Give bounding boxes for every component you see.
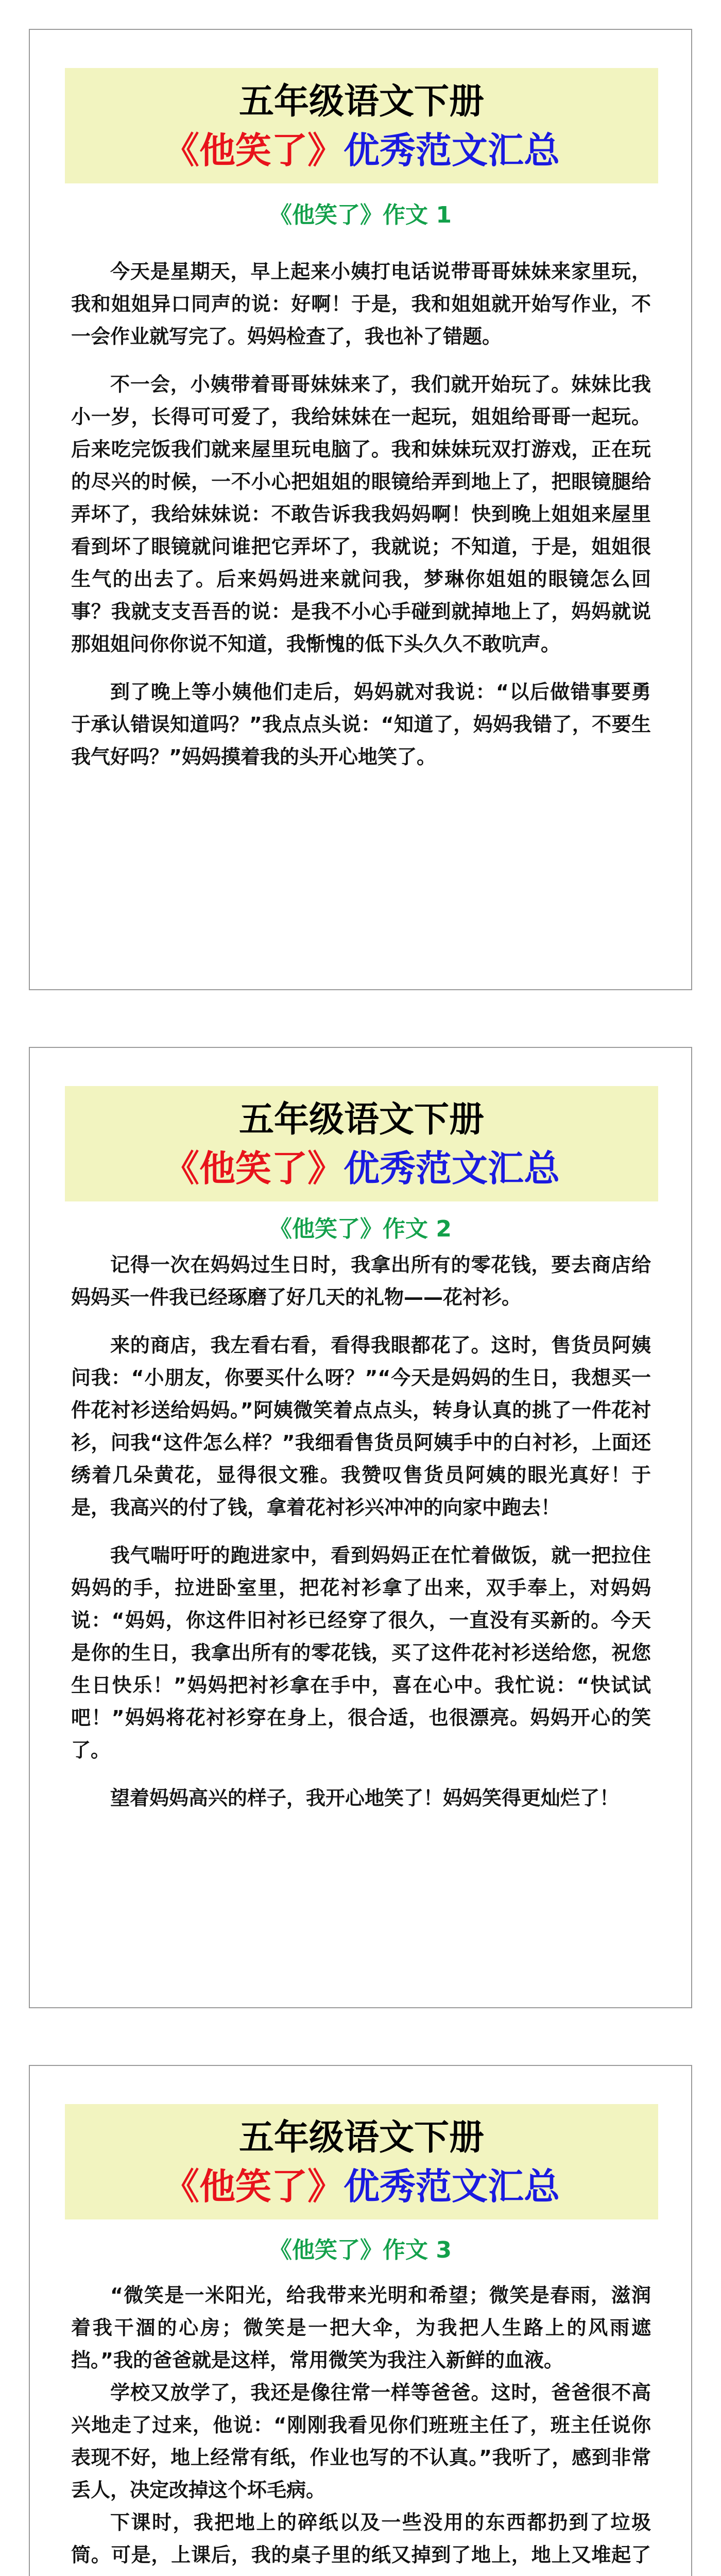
- essay-page-3: [29, 2065, 692, 2576]
- title-banner: [65, 2104, 658, 2219]
- collection-label: 优秀范文汇总: [344, 129, 560, 172]
- essay-name: 《他笑了》: [163, 129, 344, 172]
- title-banner: [65, 68, 658, 183]
- essay-page-1: [29, 29, 692, 990]
- paragraph: 我气喘吁吁的跑进家中，看到妈妈正在忙着做饭，就一把拉住妈妈的手，拉进卧室里，把花衬衫拿了出来，双手奉上，对妈妈说：“妈妈，你这件旧衬衫已经穿了很久，一直没有买新的。今天是你的生日，我拿出所有的零花钱，买了这件花衬衫送给您，祝您生日快乐！”妈妈把衬衫拿在手中，喜在心中。我忙说：“快试试吧！”妈妈将花衬衫穿在身上，很合适，也很漂亮。妈妈开心的笑了。: [71, 1544, 651, 1761]
- paragraph: 今天是星期天，早上起来小姨打电话说带哥哥妹妹来家里玩，我和姐姐异口同声的说：好啊！于是，我和姐姐就开始写作业，不一会作业就写完了。妈妈检查了，我也补了错题。: [71, 260, 651, 348]
- essay-page-2: [29, 1047, 692, 2008]
- essay-body: [71, 256, 651, 789]
- essay-name: 《他笑了》: [163, 1147, 344, 1190]
- paragraph: 到了晚上等小姨他们走后，妈妈就对我说：“以后做错事要勇于承认错误知道吗？”我点点头说：“知道了，妈妈我错了，不要生我气好吗？”妈妈摸着我的头开心地笑了。: [71, 681, 651, 768]
- grade-title: 五年级语文下册: [238, 81, 484, 122]
- collection-label: 优秀范文汇总: [344, 1147, 560, 1190]
- paragraph: 记得一次在妈妈过生日时，我拿出所有的零花钱，要去商店给妈妈买一件我已经琢磨了好几天的礼物——花衬衫。: [71, 1253, 651, 1309]
- grade-title: 五年级语文下册: [238, 2117, 484, 2158]
- essay-heading: 《他笑了》作文 1: [269, 202, 452, 228]
- paragraph: 望着妈妈高兴的样子，我开心地笑了！妈妈笑得更灿烂了！: [110, 1787, 620, 1809]
- essay-heading: 《他笑了》作文 3: [269, 2237, 452, 2263]
- paragraph: 下课时，我把地上的碎纸以及一些没用的东西都扔到了垃圾筒。可是，上课后，我的桌子里的纸又掉到了地上，地上又堆起了: [71, 2511, 651, 2566]
- collection-label: 优秀范文汇总: [344, 2165, 560, 2208]
- collection-title: [65, 1144, 658, 1193]
- paragraph: 学校又放学了，我还是像往常一样等爸爸。这时，爸爸很不高兴地走了过来，他说：“刚刚我看见你们班班主任了，班主任说你表现不好，地上经常有纸，作业也写的不认真。”我听了，感到非常丢人，决定改掉这个坏毛病。: [71, 2381, 651, 2501]
- essay-body: [71, 1249, 651, 1830]
- collection-title: [65, 126, 658, 175]
- essay-name: 《他笑了》: [163, 2165, 344, 2208]
- grade-title: 五年级语文下册: [238, 1099, 484, 1140]
- paragraph: 不一会，小姨带着哥哥妹妹来了，我们就开始玩了。妹妹比我小一岁，长得可可爱了，我给妹妹在一起玩，姐姐给哥哥一起玩。后来吃完饭我们就来屋里玩电脑了。我和妹妹玩双打游戏，正在玩的尽兴的时候，一不小心把姐姐的眼镜给弄到地上了，把眼镜腿给弄坏了，我给妹妹说：不敢告诉我我妈妈啊！快到晚上姐姐来屋里看到坏了眼镜就问谁把它弄坏了，我就说；不知道，于是，姐姐很生气的出去了。后来妈妈进来就问我，梦琳你姐姐的眼镜怎么回事？我就支支吾吾的说：是我不小心手碰到就掉地上了，妈妈就说那姐姐问你你说不知道，我惭愧的低下头久久不敢吭声。: [71, 373, 651, 655]
- collection-title: [65, 2162, 658, 2211]
- paragraph: “微笑是一米阳光，给我带来光明和希望；微笑是春雨，滋润着我干涸的心房；微笑是一把大伞，为我把人生路上的风雨遮挡。”我的爸爸就是这样，常用微笑为我注入新鲜的血液。: [71, 2284, 651, 2371]
- paragraph: 来的商店，我左看右看，看得我眼都花了。这时，售货员阿姨问我：“小朋友，你要买什么呀？”“今天是妈妈的生日，我想买一件花衬衫送给妈妈。”阿姨微笑着点点头，转身认真的挑了一件花衬衫，问我“这件怎么样？”我细看售货员阿姨手中的白衬衫，上面还绣着几朵黄花，显得很文雅。我赞叹售货员阿姨的眼光真好！于是，我高兴的付了钱，拿着花衬衫兴冲冲的向家中跑去！: [71, 1334, 651, 1519]
- essay-body: [71, 2279, 651, 2576]
- essay-heading: 《他笑了》作文 2: [269, 1216, 452, 1242]
- title-banner: [65, 1086, 658, 1201]
